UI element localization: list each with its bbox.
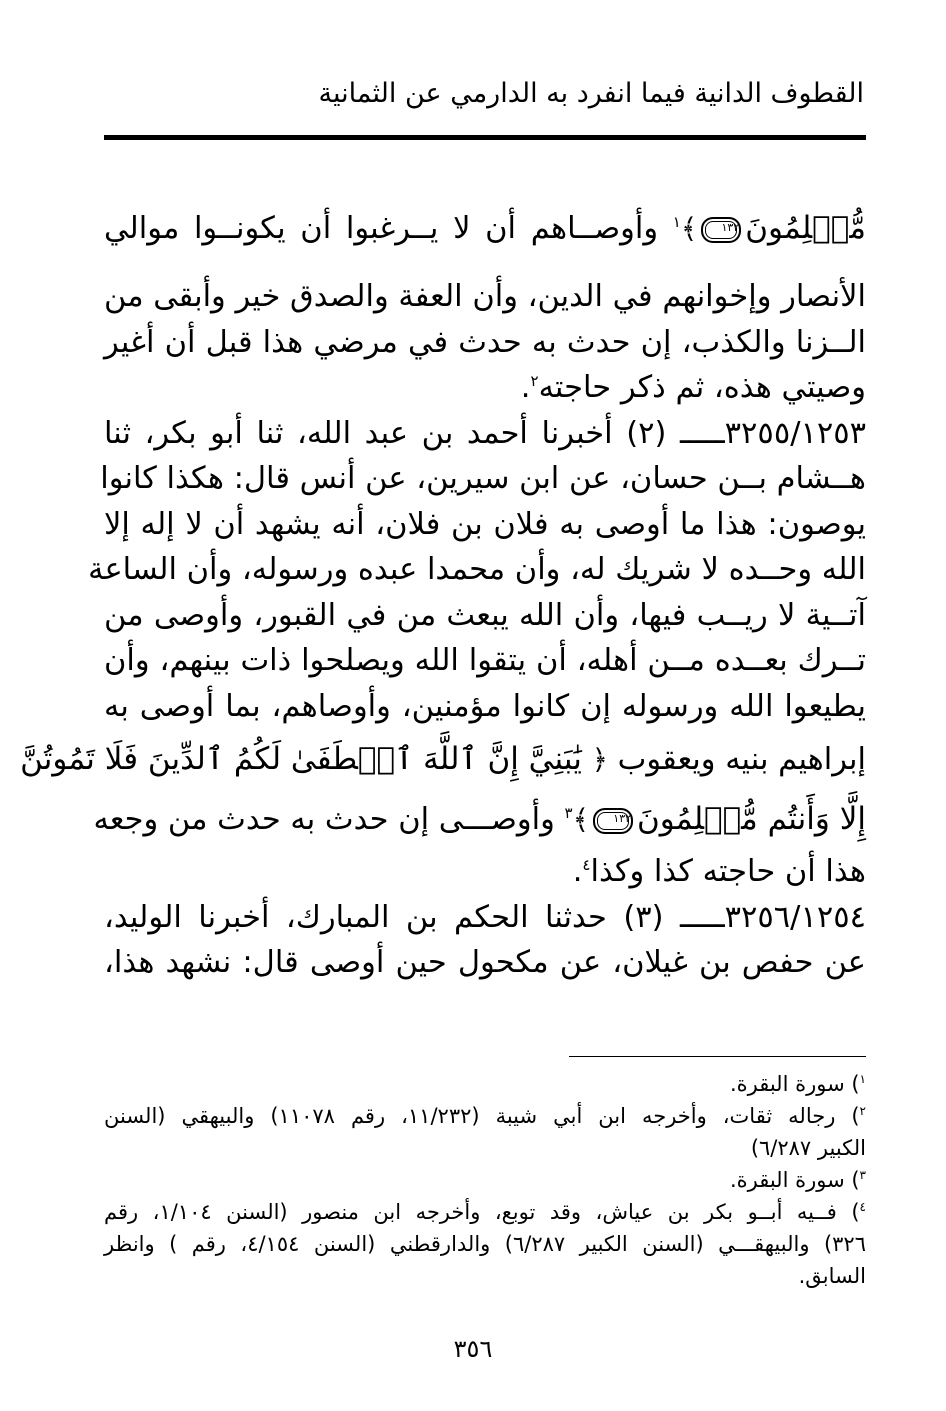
footnote-ref-2: ٢ (530, 371, 539, 390)
quran-verse-fragment: يَٰبَنِيَّ إِنَّ ٱللَّهَ ٱصۡطَفَىٰ لَكُمُ ٱلدِّينَ فَلَا تَمُوتُنَّ (20, 741, 582, 777)
header-rule (104, 135, 866, 140)
text-punctuation: . (572, 854, 583, 889)
footnote-2-continued: الكبير ٦/٢٨٧) (750, 1136, 866, 1160)
footnote-number: ٣ (859, 1168, 866, 1182)
footnotes (104, 1068, 866, 1292)
footnote-ref-4: ٤ (582, 855, 591, 874)
text-line-2: الأنصار وإخوانهم في الدين، وأن العفة والصدق خير وأبقى من (103, 279, 866, 314)
text-line-7: يوصون: هذا ما أوصى به فلان بن فلان، أنه يشهد أن لا إله إلا (104, 506, 866, 542)
text-line-4 (104, 365, 866, 411)
page-number: ٣٥٦ (453, 1335, 493, 1363)
footnote-text: ) فــيه أبــو بكر بن عياش، وقد توبع، وأخرجه ابن منصور (السنن ١/١٠٤، رقم (104, 1200, 860, 1224)
footnote-separator-rule (569, 1056, 866, 1057)
text-line-13 (93, 789, 866, 849)
text-segment: وأوصـــى إن حدث به حدث من وجعه (93, 802, 555, 837)
footnote-text: ) سورة البقرة. (729, 1072, 860, 1096)
footnote-number: ٢ (859, 1104, 866, 1118)
hadith-3255-heading-line: ٣٢٥٥/١٢٥٣ـــــ (٢) أخبرنا أحمد بن عبد الله، ثنا أبو بكر، ثنا (104, 415, 867, 451)
footnote-4-end: السابق. (798, 1264, 866, 1288)
text-line-3: الــزنا والكذب، إن حدث به حدث في مرضي هذا قبل أن أغير (104, 324, 866, 360)
line-gap (104, 258, 866, 274)
quran-open-bracket: ﴿ (591, 743, 608, 776)
quran-close-bracket: ﴾ (680, 212, 698, 245)
footnote-number: ٤ (859, 1200, 866, 1214)
text-segment: وأوصــاهم أن لا يــرغبوا أن يكونــوا موالي (104, 211, 659, 246)
quran-verse-fragment: إِلَّا وَأَنتُم مُّسۡلِمُونَ (637, 801, 866, 837)
footnote-3 (104, 1164, 866, 1196)
text-line-11: يطيعوا الله ورسوله إن كانوا مؤمنين، وأوصاهم، بما أوصى به (104, 688, 866, 724)
footnote-ref-1: ١ (672, 212, 681, 231)
text-line-1 (104, 198, 866, 258)
hadith-3256-heading-line: ٣٢٥٦/١٢٥٤ـــــ (٣) حدثنا الحكم بن المبارك، أخبرنا الوليد، (104, 899, 866, 935)
text-line-8: الله وحــده لا شريك له، وأن محمدا عبده ورسوله، وأن الساعة (88, 552, 866, 587)
footnote-1 (104, 1068, 866, 1100)
footnote-4-continued: ٣٢٦) والبيهقـــي (السنن الكبير ٦/٢٨٧) والدارقطني (السنن ٤/١٥٤، رقم ) وانظر (104, 1232, 866, 1256)
text-line-10: تــرك بعــده مــن أهله، أن يتقوا الله ويصلحوا ذات بينهم، وأن (104, 643, 866, 678)
text-segment: وصيتي هذه، ثم ذكر حاجته (538, 370, 866, 405)
quran-close-bracket: ﴾ (572, 803, 590, 836)
text-segment: إبراهيم بنيه ويعقوب (617, 742, 866, 777)
text-line-6: هــشام بــن حسان، عن ابن سيرين، عن أنس قال: هكذا كانوا (100, 461, 866, 496)
quran-verse-fragment: مُّسۡلِمُونَ (745, 210, 866, 246)
footnote-number: ١ (859, 1072, 866, 1086)
footnote-text: ) رجاله ثقات، وأخرجه ابن أبي شيبة (١١/٢٣٢، رقم ١١٠٧٨) والبيهقي (السنن (104, 1104, 860, 1128)
running-header-title: القطوف الدانية فيما انفرد به الدارمي عن الثمانية (318, 78, 864, 109)
footnote-2 (104, 1100, 866, 1132)
text-line-16: عن حفص بن غيلان، عن مكحول حين أوصى قال: نشهد هذا، (104, 945, 866, 980)
main-text (20, 198, 867, 986)
footnote-text: ) سورة البقرة. (729, 1168, 860, 1192)
text-segment: هذا أن حاجته كذا وكذا (590, 854, 866, 889)
ayah-number-medallion: ١٣٢ (701, 217, 741, 243)
text-punctuation: . (520, 370, 531, 405)
text-line-12 (20, 729, 866, 789)
footnote-4 (104, 1196, 866, 1228)
text-line-14 (104, 849, 866, 895)
ayah-number-medallion: ١٣٢ (593, 808, 633, 834)
footnote-ref-3: ٣ (564, 803, 573, 822)
text-line-9: آتــية لا ريــب فيها، وأن الله يبعث من في القبور، وأوصى من (104, 597, 866, 633)
